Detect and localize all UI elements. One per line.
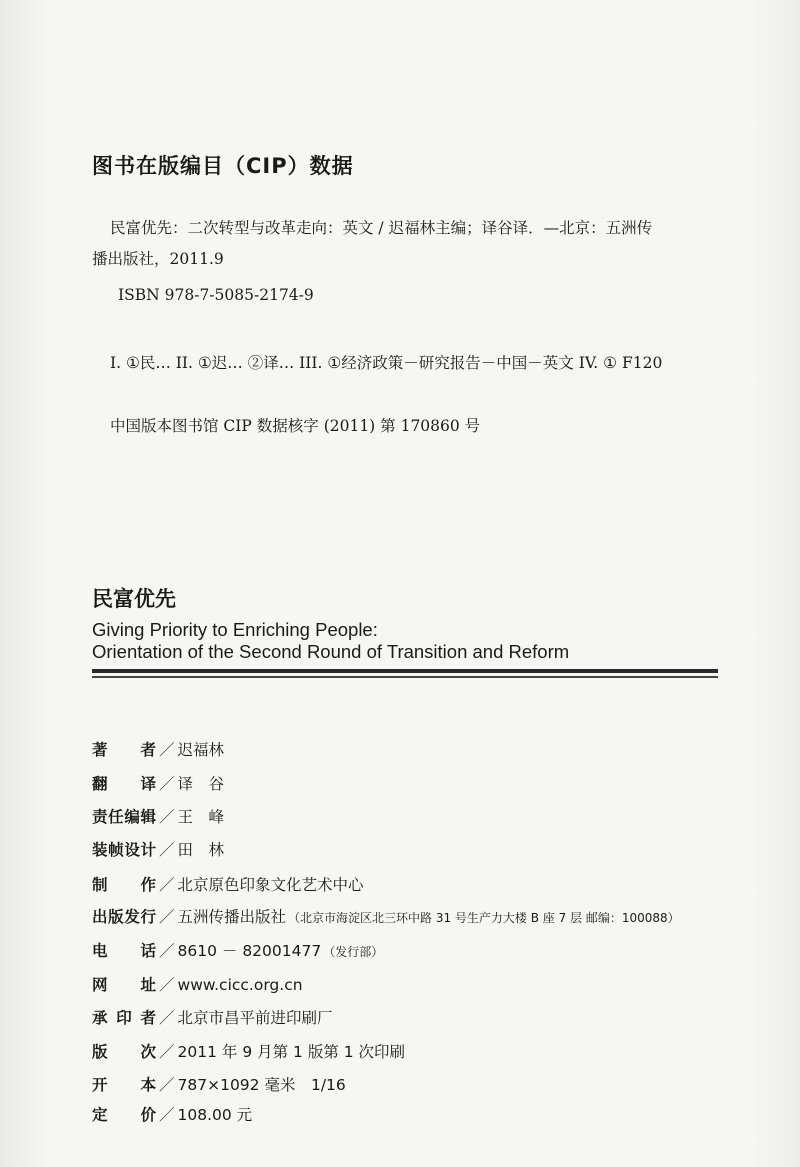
info-value: 迟福林: [177, 741, 225, 759]
divider-thick: [92, 669, 718, 673]
info-label: 承印者: [92, 1009, 156, 1027]
info-label: 版 次: [92, 1043, 156, 1061]
info-label: 出版发行: [92, 908, 156, 926]
info-value[interactable]: www.cicc.org.cn: [177, 976, 303, 994]
info-label: 定 价: [92, 1106, 156, 1124]
book-title-chinese: 民富优先: [92, 587, 176, 611]
info-value: 王 峰: [177, 808, 225, 826]
info-separator: ／: [159, 775, 175, 793]
info-value: 五洲传播出版社: [177, 908, 287, 926]
info-row: [92, 772, 224, 798]
info-label: 开 本: [92, 1076, 156, 1094]
info-separator: ／: [159, 908, 175, 926]
info-row: [92, 738, 224, 764]
info-row: [92, 1073, 346, 1099]
info-row: [92, 1006, 333, 1032]
book-title-english-line2: Orientation of the Second Round of Transition and Reform: [92, 641, 570, 662]
isbn: ISBN 978-7-5085-2174-9: [118, 286, 314, 304]
cip-classification: I. ①民… II. ①迟… ②译… III. ①经济政策－研究报告－中国－英文 IV. ① F120: [110, 354, 663, 372]
cip-entry-line: 民富优先：二次转型与改革走向：英文 / 迟福林主编；译谷译．—北京：五洲传: [110, 219, 653, 237]
info-row: [92, 1040, 405, 1066]
book-title-english-line1: Giving Priority to Enriching People:: [92, 619, 378, 640]
info-note: （发行部）: [323, 945, 384, 959]
info-row: [92, 805, 224, 831]
info-row: [92, 905, 680, 931]
info-row: [92, 873, 364, 899]
info-separator: ／: [159, 976, 175, 994]
cip-entry-line: 播出版社，2011.9: [92, 250, 224, 268]
info-value: 2011 年 9 月第 1 版第 1 次印刷: [177, 1043, 406, 1061]
info-row: [92, 939, 383, 965]
info-separator: ／: [159, 1043, 175, 1061]
info-separator: ／: [159, 741, 175, 759]
info-value: 田 林: [177, 841, 225, 859]
info-value: 北京市昌平前进印刷厂: [177, 1009, 333, 1027]
info-value: 108.00 元: [177, 1106, 253, 1124]
info-label: 电 话: [92, 942, 156, 960]
info-row: [92, 1103, 252, 1129]
info-row: [92, 973, 303, 999]
info-separator: ／: [159, 1009, 175, 1027]
divider-thin: [92, 676, 718, 678]
info-label: 翻 译: [92, 775, 156, 793]
info-note: （北京市海淀区北三环中路 31 号生产力大楼 B 座 7 层 邮编：100088）: [288, 911, 680, 925]
cip-record-number: 中国版本图书馆 CIP 数据核字 (2011) 第 170860 号: [110, 417, 481, 435]
info-label: 装帧设计: [92, 841, 156, 859]
info-separator: ／: [159, 1106, 175, 1124]
info-label: 网 址: [92, 976, 156, 994]
info-label: 责任编辑: [92, 808, 156, 826]
info-separator: ／: [159, 1076, 175, 1094]
info-value: 787×1092 毫米 1/16: [177, 1076, 346, 1094]
info-value: 8610 － 82001477: [177, 942, 322, 960]
cip-heading: 图书在版编目（CIP）数据: [92, 154, 354, 178]
info-separator: ／: [159, 808, 175, 826]
info-value: 译 谷: [177, 775, 225, 793]
info-label: 著 者: [92, 741, 156, 759]
info-value: 北京原色印象文化艺术中心: [177, 876, 364, 894]
info-label: 制 作: [92, 876, 156, 894]
info-row: [92, 838, 224, 864]
info-separator: ／: [159, 876, 175, 894]
info-separator: ／: [159, 841, 175, 859]
info-separator: ／: [159, 942, 175, 960]
